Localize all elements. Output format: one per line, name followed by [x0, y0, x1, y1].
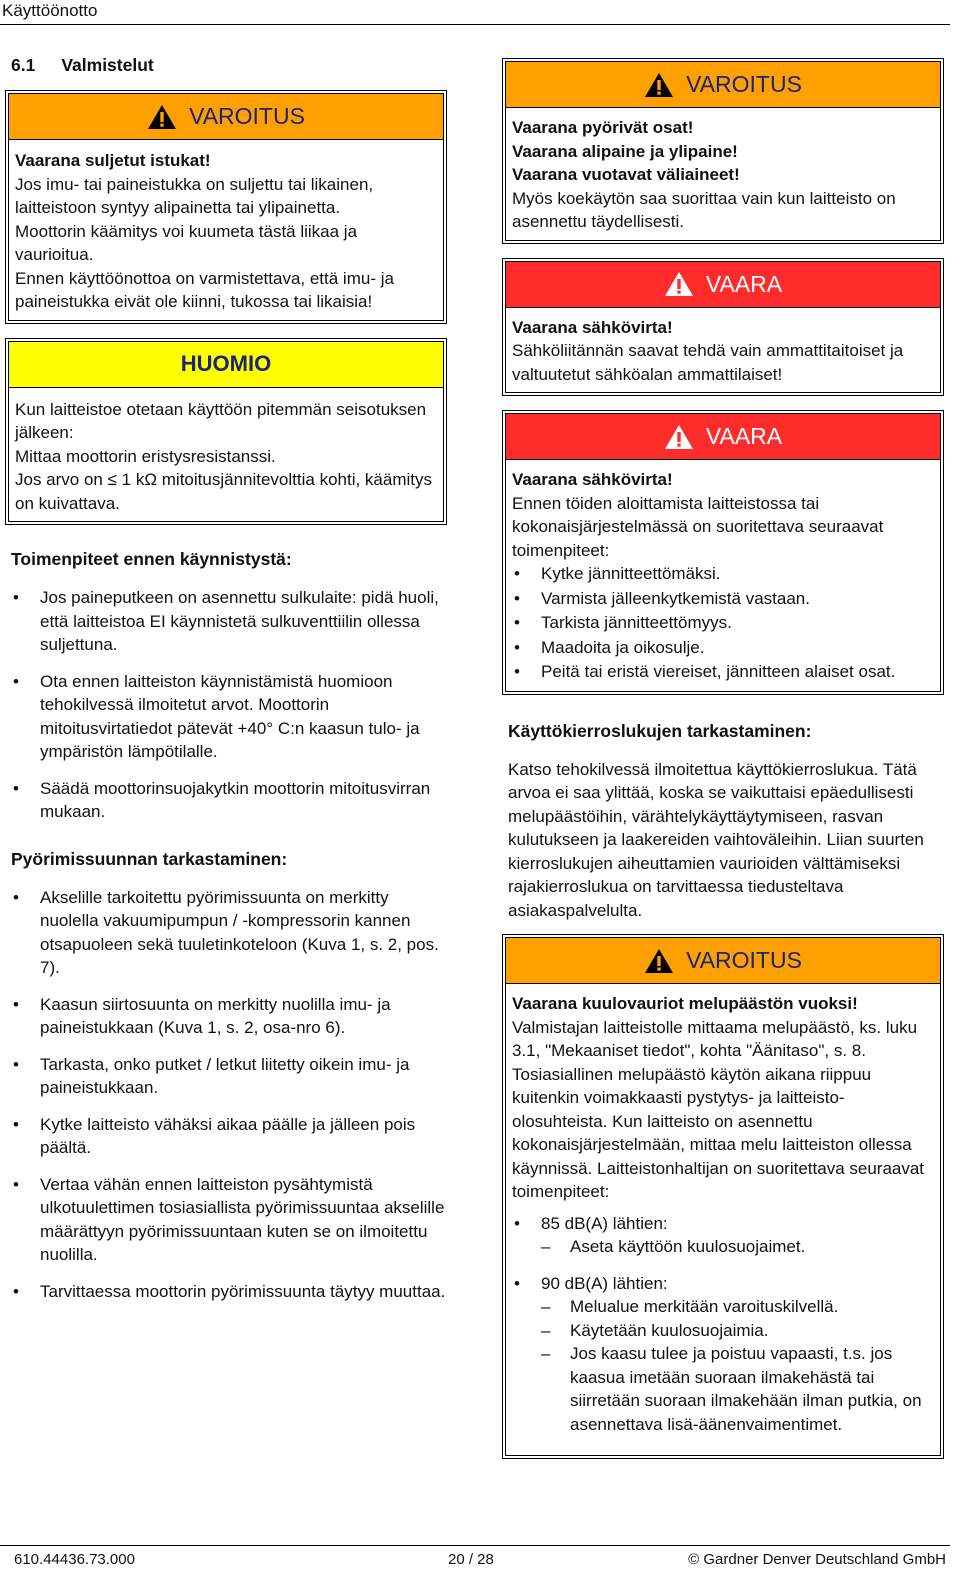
footer-doc-number: 610.44436.73.000 — [14, 1551, 135, 1568]
warning-box-rotating-parts — [502, 58, 944, 244]
warning-strong-text: Vaarana alipaine ja ylipaine! — [512, 141, 738, 161]
rotation-heading: Pyörimissuunnan tarkastaminen: — [11, 848, 288, 869]
list-item: • Varmista jälleenkytkemistä vastaan. — [512, 587, 934, 611]
danger-strong-text: Vaarana sähkövirta! — [512, 470, 673, 489]
danger-box-header — [506, 262, 940, 308]
danger-strong-text: Vaarana sähkövirta! — [512, 317, 673, 337]
speed-heading: Käyttökierroslukujen tarkastaminen: — [508, 720, 812, 741]
warning-box-header — [9, 94, 443, 140]
list-item: • Tarvittaessa moottorin pyörimissuunta täytyy muuttaa. — [11, 1280, 447, 1304]
list-item: – Aseta käyttöön kuulosuojaimet. — [541, 1235, 934, 1259]
danger-steps-list — [512, 562, 934, 684]
list-item: – Melualue merkitään varoituskilvellä. — [541, 1295, 934, 1319]
list-item: • Kytke jännitteettömäksi. — [512, 562, 934, 586]
list-item: • Säädä moottorinsuojakytkin moottorin mitoitusvirran mukaan. — [11, 777, 447, 824]
warning-triangle-icon — [664, 424, 694, 450]
danger-box-body — [506, 460, 940, 691]
warning-text: Tosiasiallinen melupäästö käytön aikana riippuu kuitenkin voimakkaasti pystytys- ja laitteisto-olosuhteista. Kun laitteisto on asennettu kokonaisjärjestelmään, mittaa melu laitteiston ollessa käynnissä. Laitteistonhaltijan on suoritettava seuraavat toimenpiteet: — [512, 1064, 925, 1201]
list-item: • Peitä tai eristä viereiset, jännitteen alaiset osat. — [512, 660, 934, 684]
warning-triangle-icon — [644, 72, 674, 98]
left-column — [5, 55, 447, 1316]
warning-text: Moottorin käämitys voi kuumeta tästä liikaa ja vaurioitua. — [15, 221, 358, 264]
noise-level-label: 85 dB(A) lähtien: — [541, 1213, 668, 1233]
list-item: • Akselille tarkoitettu pyörimissuunta on merkitty nuolella vakuumipumpun / -kompressorin kannen otsapuoleen sekä tuuletinkoteloon (Kuva 1, s. 2, pos. 7). — [11, 886, 447, 980]
footer-rule — [0, 1545, 950, 1546]
section-heading — [11, 55, 447, 76]
danger-box-procedure — [502, 410, 944, 695]
list-item: – Jos kaasu tulee ja poistuu vapaasti, t.s. jos kaasua imetään suoraan ilmakehästä tai siirretään suoraan ilmakehään ilman putkia, on asennettava lisä-äänenvaimentimet. — [541, 1342, 934, 1436]
list-item: • Maadoita ja oikosulje. — [512, 636, 934, 660]
note-box-body — [9, 388, 443, 522]
before-start-list — [11, 586, 447, 824]
warning-triangle-icon — [147, 104, 177, 130]
danger-text: Ennen töiden aloittamista laitteistossa tai kokonaisjärjestelmässä on suoritettava seuraavat toimenpiteet: — [512, 493, 884, 560]
danger-label: VAARA — [705, 423, 783, 449]
note-text: Mittaa moottorin eristysresistanssi. — [15, 446, 276, 466]
noise-level-label: 90 dB(A) lähtien: — [541, 1273, 668, 1293]
warning-box-body — [506, 108, 940, 240]
list-item: • Tarkista jännitteettömyys. — [512, 611, 934, 635]
warning-text: Jos imu- tai paineistukka on suljettu tai likainen, laitteistoon syntyy alipainetta tai ylipainetta. — [15, 174, 374, 217]
noise-level-measures — [541, 1295, 934, 1436]
warning-text: Myös koekäytön saa suorittaa vain kun laitteisto on asennettu täydellisesti. — [512, 188, 896, 231]
warning-box-header — [506, 62, 940, 108]
note-box-header — [9, 342, 443, 388]
speed-text: Katso tehokilvessä ilmoitettua käyttökierroslukua. Tätä arvoa ei saa ylittää, koska se vaikuttaisi epäedullisesti melupäästöihin, värähtelykäyttäytymiseen, rasvan kulutukseen ja laakereiden vaihtoväleihin. Liian suurten kierroslukujen aiheuttamien vaurioiden välttämiseksi rajakierroslukua on tarvittaessa tiedusteltava asiakaspalvelulta. — [508, 759, 924, 920]
footer-company: © Gardner Denver Deutschland GmbH — [688, 1551, 946, 1568]
warning-box-header — [506, 938, 940, 984]
warning-label: VAROITUS — [686, 947, 802, 973]
warning-strong-text: Vaarana suljetut istukat! — [15, 151, 211, 170]
page-header — [0, 0, 950, 25]
danger-label: VAARA — [705, 270, 783, 297]
list-item: • Vertaa vähän ennen laitteiston pysähtymistä ulkotuulettimen tosiasiallista pyörimissuuntaa akselille määrättyyn pyörimissuuntaan kuten se on ilmoitettu nuolilla. — [11, 1173, 447, 1267]
list-item — [512, 1212, 934, 1259]
list-item: • Ota ennen laitteiston käynnistämistä huomioon tehokilvessä ilmoitetut arvot. Moottorin mitoitusvirtatiedot pätevät +40° C:n kaasun tulo- ja ympäristön lämpötilalle. — [11, 670, 447, 764]
list-item: • Jos paineputkeen on asennettu sulkulaite: pidä huoli, että laitteistoa EI käynnistetä sulkuventtiilin ollessa suljettuna. — [11, 586, 447, 657]
note-label: HUOMIO — [180, 351, 272, 376]
header-title: Käyttöönotto — [2, 1, 98, 20]
before-start-heading: Toimenpiteet ennen käynnistystä: — [11, 549, 292, 569]
danger-box-header — [506, 414, 940, 460]
rotation-list — [11, 886, 447, 1304]
warning-box-closed-ports — [5, 90, 447, 324]
warning-box-noise — [502, 934, 944, 1459]
warning-strong-text: Vaarana vuotavat väliaineet! — [512, 165, 740, 184]
note-box — [5, 338, 447, 526]
note-text: Kun laitteistoe otetaan käyttöön pitemmän seisotuksen jälkeen: — [15, 399, 427, 442]
footer-page-number: 20 / 28 — [448, 1551, 494, 1568]
warning-strong-text: Vaarana pyörivät osat! — [512, 118, 694, 137]
warning-label: VAROITUS — [686, 71, 802, 97]
list-item: • Kytke laitteisto vähäksi aikaa päälle ja jälleen pois päältä. — [11, 1113, 447, 1160]
warning-triangle-icon — [644, 948, 674, 974]
warning-box-body — [9, 140, 443, 320]
danger-box-body — [506, 308, 940, 393]
right-column — [502, 58, 944, 1473]
warning-strong-text: Vaarana kuulovauriot melupäästön vuoksi! — [512, 994, 858, 1013]
warning-label: VAROITUS — [189, 103, 305, 129]
list-item: – Käytetään kuulosuojaimia. — [541, 1319, 934, 1343]
note-text: Jos arvo on ≤ 1 kΩ mitoitusjännitevolttia kohti, käämitys on kuivattava. — [15, 470, 432, 513]
noise-levels-list — [512, 1212, 934, 1437]
noise-level-measures — [541, 1235, 934, 1259]
list-item: • Kaasun siirtosuunta on merkitty nuolilla imu- ja paineistukkaan (Kuva 1, s. 2, osa-nro 6). — [11, 993, 447, 1040]
warning-text: Ennen käyttöönottoa on varmistettava, että imu- ja paineistukka eivät ole kiinni, tukossa tai likaisia! — [15, 268, 394, 311]
warning-box-body — [506, 984, 940, 1455]
warning-text: Valmistajan laitteistolle mittaama melupäästö, ks. luku 3.1, "Mekaaniset tiedot", kohta "Äänitaso", s. 8. — [512, 1017, 918, 1060]
danger-box-electric — [502, 258, 944, 397]
section-number: 6.1 — [11, 55, 36, 75]
danger-text: Sähköliitännän saavat tehdä vain ammattitaitoiset ja valtuutetut sähköalan ammattilaiset! — [512, 341, 904, 384]
list-item — [512, 1272, 934, 1437]
list-item: • Tarkasta, onko putket / letkut liitetty oikein imu- ja paineistukkaan. — [11, 1053, 447, 1100]
section-title: Valmistelut — [61, 55, 154, 75]
warning-triangle-icon — [664, 271, 694, 297]
